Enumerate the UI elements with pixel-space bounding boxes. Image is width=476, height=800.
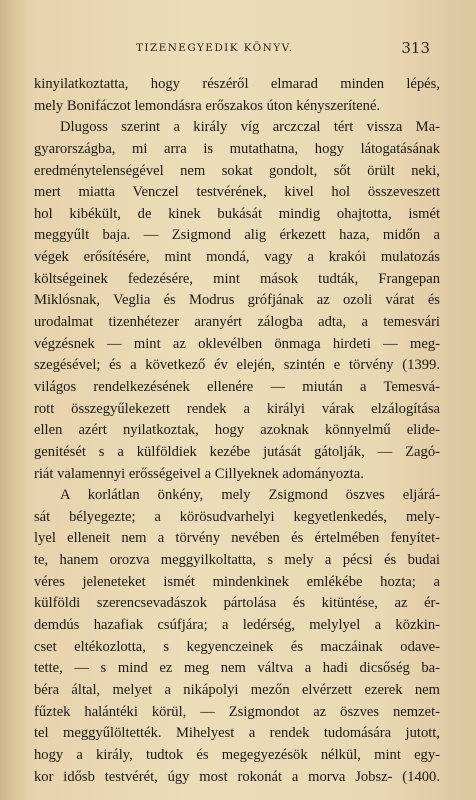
text-line: rott összegyűlekezett rendek a királyi várak elzálogítása xyxy=(34,400,440,417)
text-line: kinyilatkoztatta, hogy részéről elmarad minden lépés, xyxy=(34,76,440,92)
text-line: cset eltékozlotta, s kegyenczeinek és maczáinak odave- xyxy=(34,638,440,655)
text-line: külföldi szerencsevadászok pártolása és kitüntése, az ér- xyxy=(34,595,440,612)
text-line: genitését s a külföldiek kezébe jutását gátolják, — Zagó- xyxy=(34,443,440,460)
text-line: végzésnek — mint az oklevélben önmaga hirdeti — meg- xyxy=(34,335,440,352)
text-line: költségeinek fedezésére, mint mások tudták, Frangepan xyxy=(34,270,440,287)
text-line: te, hanem orozva meggyilkoltatta, s mely a pécsi és budai xyxy=(34,552,440,569)
text-line: A korlátlan önkény, mely Zsigmond öszves eljárá- xyxy=(60,487,440,504)
text-line: mely Bonifáczot lemondásra erőszakos úton kényszerítené. xyxy=(34,97,381,114)
text-line: sát bélyegezte; a körösudvarhelyi kegyetlenkedés, mely- xyxy=(34,508,440,525)
text-line: hol kibékült, de kinek bukását mindig ohajtotta, ismét xyxy=(34,205,440,222)
text-line: Miklósnak, Veglia és Modrus grófjának az ozoli várat és xyxy=(34,292,440,309)
text-line: Dlugoss szerint a király víg arczczal tért vissza Ma- xyxy=(60,119,440,136)
text-line: demdús hazafiak csúfjára; a ledérség, melylyel a közkin- xyxy=(34,617,440,634)
text-line: béra által, melyet a nikápolyi mezőn elvérzett ezerek nem xyxy=(34,681,440,698)
running-head: TIZENEGYEDIK KÖNYV. xyxy=(136,42,294,54)
text-line: véres jeleneteket ismét mindenkinek emlékébe hozta; a xyxy=(34,573,440,590)
text-line: gyarországba, mi arra is mutathatna, hogy látogatásának xyxy=(34,140,440,157)
text-line: végek erősítésére, mint mondá, vagy a krakói mulatozás xyxy=(34,249,440,266)
text-line: tel meggyűlöltették. Mihelyest a rendek tudomására jutott, xyxy=(34,725,440,742)
text-line: tette, — s mind ez meg nem váltva a hadi dicsőség ba- xyxy=(34,660,440,677)
text-line: riát valamennyi erősségeivel a Cillyeknek adományozta. xyxy=(34,465,364,482)
text-line: világos rendelkezésének ellenére — miután a Temesvá- xyxy=(34,378,440,395)
text-line: kor idősb testvérét, úgy most rokonát a morva Jobsz- (1400. xyxy=(34,768,440,785)
text-line: szegésével; és a következő év elején, szintén e törvény (1399. xyxy=(34,357,440,374)
text-line: hogy a király, tudtok és megegyezésök nélkül, mint egy- xyxy=(34,746,440,763)
text-line: eredménytelenségével nem sokat gondolt, sőt örült neki, xyxy=(34,162,440,179)
text-line: fűztek halántéki körül, — Zsigmondot az öszves nemzet- xyxy=(34,703,440,720)
text-line: urodalmat tizenhétezer aranyért zálogba adta, a temesvári xyxy=(34,314,440,331)
body-text xyxy=(34,74,440,788)
text-line: ellen azért nyilatkoztak, hogy azoknak könnyelmű elide- xyxy=(34,422,440,439)
text-line: meggyűlt baja. — Zsigmond alig érkezett haza, midőn a xyxy=(34,227,440,244)
page-number: 313 xyxy=(401,39,430,57)
text-line: mert miatta Venczel testvérének, kivel hol összeveszett xyxy=(34,184,440,201)
text-line: lyel elleneit nem a törvény nevében és értelmében fenyítet- xyxy=(34,530,440,547)
page-header xyxy=(0,39,476,62)
